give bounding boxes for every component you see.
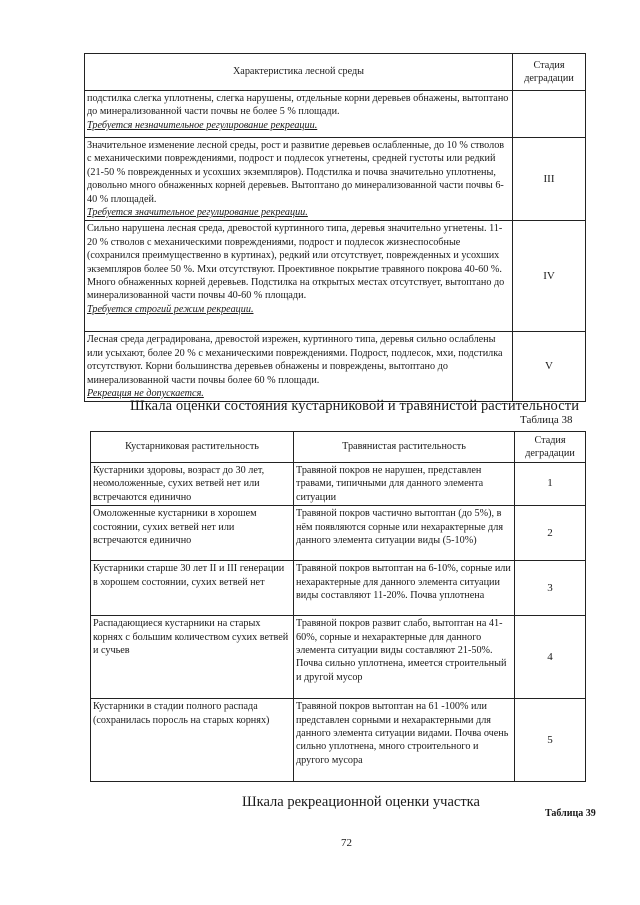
table-row [85, 332, 586, 402]
table-label-39: Таблица 39 [545, 808, 596, 819]
header-stage: Стадия деградации [513, 54, 586, 91]
header-shrub: Кустарниковая растительность [91, 432, 294, 463]
shrub-cell: Кустарники старше 30 лет II и III генерации в хорошем состоянии, сухих ветвей нет [91, 561, 294, 616]
requirement-text: Требуется незначительное регулирование рекреации. [87, 119, 318, 131]
table-row [85, 221, 586, 332]
stage-cell: V [513, 332, 586, 402]
grass-cell: Травяной покров развит слабо, вытоптан на 41-60%, сорные и нехарактерные для данного элемента ситуации виды составляют 21-50%. Почва сильно уплотнена, имеется строительный и другой мусор [294, 616, 515, 699]
table-label-38: Таблица 38 [520, 414, 573, 426]
grass-cell: Травяной покров не нарушен, представлен травами, типичными для данного элемента ситуации [294, 463, 515, 506]
page-number: 72 [341, 837, 352, 849]
section-title-39: Шкала рекреационной оценки участка [242, 794, 480, 810]
table-row [91, 616, 586, 699]
table-row [91, 463, 586, 506]
shrub-cell: Распадающиеся кустарники на старых корнях с большим количеством сухих ветвей и сучьев [91, 616, 294, 699]
shrub-cell: Кустарники здоровы, возраст до 30 лет, неомоложенные, сухих ветвей нет или встречаются единично [91, 463, 294, 506]
stage-cell: 2 [515, 506, 586, 561]
vegetation-state-table [90, 431, 586, 782]
table-row [91, 561, 586, 616]
shrub-cell: Кустарники в стадии полного распада (сохранилась поросль на старых корнях) [91, 699, 294, 782]
requirement-text: Требуется строгий режим рекреации. [87, 303, 254, 315]
stage-cell: 3 [515, 561, 586, 616]
requirement-text: Рекреация не допускается. [87, 388, 204, 400]
stage-cell: 4 [515, 616, 586, 699]
stage-cell: IV [513, 221, 586, 332]
stage-cell: III [513, 138, 586, 221]
characteristic-cell [85, 91, 513, 138]
forest-environment-table [84, 53, 586, 402]
grass-cell: Травяной покров частично вытоптан (до 5%), в нём появляются сорные или нехарактерные для данного элемента ситуации виды (5-10%) [294, 506, 515, 561]
stage-cell: 1 [515, 463, 586, 506]
stage-cell: 5 [515, 699, 586, 782]
characteristic-cell [85, 221, 513, 332]
characteristic-cell [85, 332, 513, 402]
table-header-row [91, 432, 586, 463]
characteristic-text: Значительное изменение лесной среды, рост и развитие деревьев ослабленные, до 10 % стволов с механическими повреждениями, подрост и подлесок угнетены, средней густоты или редкий (21-50 % поврежденных и усохших экземпляров). Подстилка и почва значительно уплотнены, довольно много обнаженных корней деревьев. Вытоптано до минерализованной части почвы 6-40 % площадей. [87, 140, 505, 205]
grass-cell: Травяной покров вытоптан на 6-10%, сорные или нехарактерные для данного элемента ситуации виды составляют 11-20%. Почва уплотнена [294, 561, 515, 616]
table-row [85, 138, 586, 221]
header-stage: Стадия деградации [515, 432, 586, 463]
grass-cell: Травяной покров вытоптан на 61 -100% или представлен сорными и нехарактерными для данного элемента ситуации видами. Почва очень сильно уплотнена, много строительного и другого мусора [294, 699, 515, 782]
header-grass: Травянистая растительность [294, 432, 515, 463]
shrub-cell: Омоложенные кустарники в хорошем состоянии, сухих ветвей нет или встречаются единично [91, 506, 294, 561]
section-title-38: Шкала оценки состояния кустарниковой и травянистой растительности [130, 398, 580, 414]
header-characteristic: Характеристика лесной среды [85, 54, 513, 91]
characteristic-text: Сильно нарушена лесная среда, древостой куртинного типа, деревья значительно угнетены. 11-20 % стволов с механическими повреждениями, подрост и подлесок жизнеспособные (сохранился преимущественно в куртинах), редкий или отсутствует, поврежденных и усохших экземпляров более 50 %. Мхи отсутствуют. Проективное покрытие травяного покрова 40-60 %. Много обнаженных корней деревьев. Подстилка на открытых местах отсутствует, вытоптано до минерализованной части почвы 40-60 % площади. [87, 223, 505, 302]
requirement-text: Требуется значительное регулирование рекреации. [87, 207, 308, 219]
table-row [91, 699, 586, 782]
table-row [85, 91, 586, 138]
stage-cell [513, 91, 586, 138]
characteristic-text: подстилка слегка уплотнены, слегка нарушены, отдельные корни деревьев обнажены, вытоптано до минерализованной части почвы не более 5 % площади. [87, 93, 509, 118]
table-header-row [85, 54, 586, 91]
table-row [91, 506, 586, 561]
characteristic-text: Лесная среда деградирована, древостой изрежен, куртинного типа, деревья сильно ослаблены или усыхают, более 20 % с механическими повреждениями. Подрост, подлесок, мхи, подстилка отсутствуют. Корни большинства деревьев обнажены и повреждены, вытоптано до минерализованной части почвы более 60 % площади. [87, 334, 503, 386]
characteristic-cell [85, 138, 513, 221]
